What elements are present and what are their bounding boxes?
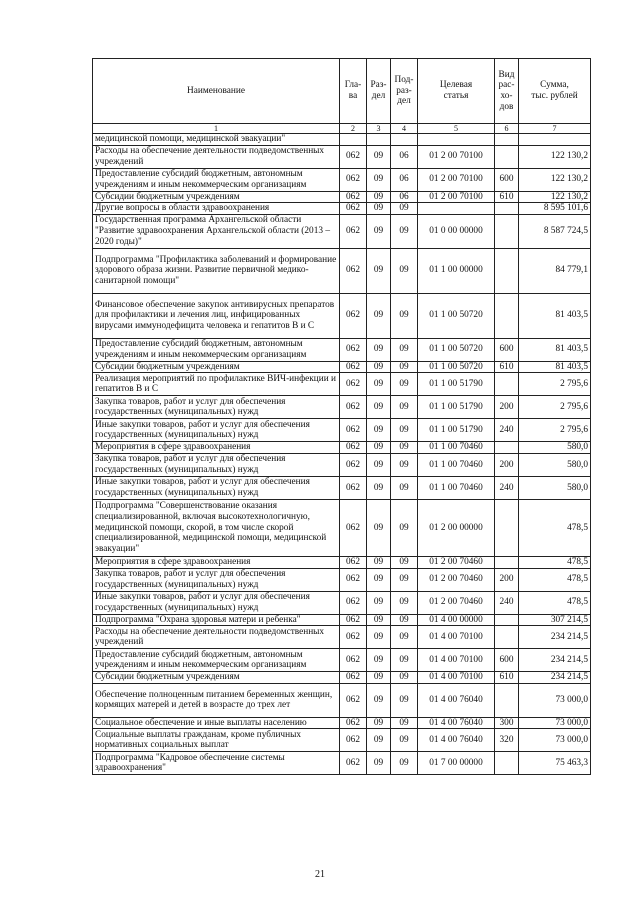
row-glava: 062 [340,361,367,373]
row-podrazdel: 09 [391,373,418,396]
row-expense-type [495,499,519,556]
row-target-article: 01 4 00 76040 [418,717,495,729]
row-name: Предоставление субсидий бюджетным, автономным учреждениям и иным некоммерческим организациям [93,649,340,672]
row-amount: 122 130,2 [519,191,591,203]
table-row [93,683,591,717]
column-index: 7 [519,124,591,134]
row-name: Подпрограмма "Совершенствование оказания специализированной, включая высокотехнологичную, медицинской помощи, скорой, в том числе скорой специализированной, медицинской помощи, медицинской эвакуации" [93,499,340,556]
row-target-article: 01 2 00 70100 [418,191,495,203]
row-amount: 580,0 [519,453,591,476]
table-row [93,453,591,476]
row-expense-type: 600 [495,338,519,361]
header-summa: Сумма, тыс. рублей [519,59,591,124]
row-podrazdel: 09 [391,476,418,499]
table-row [93,373,591,396]
row-podrazdel: 09 [391,729,418,752]
budget-table [92,58,591,775]
table-row [93,717,591,729]
row-name: Государственная программа Архангельской области "Развитие здравоохранения Архангельской области (2013 – 2020 годы)" [93,214,340,248]
row-expense-type [495,214,519,248]
table-row [93,442,591,454]
row-razdel: 09 [367,499,391,556]
row-target-article: 01 2 00 70100 [418,145,495,168]
row-glava: 062 [340,396,367,419]
row-glava: 062 [340,499,367,556]
row-name: Иные закупки товаров, работ и услуг для обеспечения государственных (муниципальных) нужд [93,476,340,499]
row-amount: 75 463,3 [519,752,591,775]
table-row [93,499,591,556]
row-expense-type [495,626,519,649]
row-razdel: 09 [367,203,391,215]
table-row [93,649,591,672]
table-row [93,396,591,419]
column-index: 6 [495,124,519,134]
row-name: Мероприятия в сфере здравоохранения [93,442,340,454]
row-target-article: 01 1 00 70460 [418,476,495,499]
column-index: 3 [367,124,391,134]
row-amount: 73 000,0 [519,683,591,717]
table-row [93,626,591,649]
row-target-article: 01 4 00 76040 [418,729,495,752]
table-row [93,614,591,626]
row-expense-type [495,683,519,717]
row-expense-type [495,373,519,396]
header-podrazdel: Под- раз- дел [391,59,418,124]
row-podrazdel: 09 [391,203,418,215]
row-glava: 062 [340,729,367,752]
row-razdel: 09 [367,396,391,419]
row-amount: 81 403,5 [519,293,591,338]
table-body [93,134,591,775]
row-glava: 062 [340,649,367,672]
row-glava: 062 [340,248,367,293]
row-razdel: 09 [367,453,391,476]
column-index: 1 [93,124,340,134]
row-expense-type: 610 [495,191,519,203]
row-target-article: 01 4 00 00000 [418,614,495,626]
row-podrazdel: 09 [391,649,418,672]
row-expense-type: 200 [495,453,519,476]
table-row [93,338,591,361]
row-glava: 062 [340,203,367,215]
row-glava: 062 [340,614,367,626]
row-name: Предоставление субсидий бюджетным, автономным учреждениям и иным некоммерческим организациям [93,338,340,361]
row-razdel: 09 [367,419,391,442]
row-podrazdel: 09 [391,361,418,373]
table-header [93,59,591,134]
row-name: Подпрограмма "Профилактика заболеваний и формирование здорового образа жизни. Развитие первичной медико-санитарной помощи" [93,248,340,293]
row-name: Социальные выплаты гражданам, кроме публичных нормативных социальных выплат [93,729,340,752]
row-amount: 122 130,2 [519,168,591,191]
row-podrazdel: 09 [391,499,418,556]
row-razdel: 09 [367,556,391,568]
row-amount: 8 595 101,6 [519,203,591,215]
row-amount: 580,0 [519,476,591,499]
row-target-article: 01 4 00 76040 [418,683,495,717]
row-podrazdel: 09 [391,672,418,684]
row-podrazdel: 09 [391,214,418,248]
table-row [93,419,591,442]
row-glava: 062 [340,168,367,191]
row-target-article: 01 2 00 70460 [418,556,495,568]
row-expense-type [495,248,519,293]
table-row [93,191,591,203]
row-razdel: 09 [367,683,391,717]
row-podrazdel: 09 [391,683,418,717]
row-razdel: 09 [367,145,391,168]
column-index-row [93,124,591,134]
row-expense-type: 610 [495,672,519,684]
row-razdel: 09 [367,214,391,248]
row-name: Иные закупки товаров, работ и услуг для обеспечения государственных (муниципальных) нужд [93,591,340,614]
row-name: Расходы на обеспечение деятельности подведомственных учреждений [93,145,340,168]
row-razdel: 09 [367,649,391,672]
table-row [93,361,591,373]
row-expense-type [495,442,519,454]
row-name: Закупка товаров, работ и услуг для обеспечения государственных (муниципальных) нужд [93,453,340,476]
row-name: Реализация мероприятий по профилактике ВИЧ-инфекции и гепатитов В и С [93,373,340,396]
row-expense-type: 200 [495,396,519,419]
row-expense-type [495,134,519,146]
row-target-article: 01 0 00 00000 [418,214,495,248]
column-index: 4 [391,124,418,134]
header-vid: Вид рас- хо- дов [495,59,519,124]
row-glava: 062 [340,683,367,717]
row-target-article: 01 4 00 70100 [418,649,495,672]
row-podrazdel: 09 [391,453,418,476]
row-razdel: 09 [367,614,391,626]
row-glava: 062 [340,556,367,568]
row-razdel: 09 [367,568,391,591]
table-row [93,672,591,684]
row-podrazdel: 09 [391,442,418,454]
row-podrazdel: 09 [391,419,418,442]
row-name: Другие вопросы в области здравоохранения [93,203,340,215]
row-name: Социальное обеспечение и иные выплаты населению [93,717,340,729]
row-glava: 062 [340,145,367,168]
row-expense-type [495,752,519,775]
row-razdel [367,134,391,146]
row-name: Субсидии бюджетным учреждениям [93,361,340,373]
row-amount: 84 779,1 [519,248,591,293]
table-row [93,203,591,215]
table-row [93,568,591,591]
row-name: медицинской помощи, медицинской эвакуации" [93,134,340,146]
row-amount [519,134,591,146]
row-podrazdel [391,134,418,146]
row-amount: 580,0 [519,442,591,454]
row-razdel: 09 [367,717,391,729]
row-glava: 062 [340,214,367,248]
row-name: Субсидии бюджетным учреждениям [93,672,340,684]
row-amount: 234 214,5 [519,649,591,672]
row-expense-type: 240 [495,476,519,499]
row-glava: 062 [340,442,367,454]
row-expense-type [495,203,519,215]
row-expense-type: 600 [495,168,519,191]
column-index: 5 [418,124,495,134]
row-target-article: 01 1 00 70460 [418,442,495,454]
row-amount: 234 214,5 [519,626,591,649]
row-name: Мероприятия в сфере здравоохранения [93,556,340,568]
table-row [93,248,591,293]
row-target-article [418,203,495,215]
table-row [93,168,591,191]
row-name: Подпрограмма "Охрана здоровья матери и ребенка" [93,614,340,626]
row-amount: 478,5 [519,499,591,556]
row-expense-type [495,556,519,568]
row-name: Финансовое обеспечение закупок антивирусных препаратов для профилактики и лечения лиц, инфицированных вирусами иммунодефицита человека и гепатитов В и С [93,293,340,338]
row-glava: 062 [340,338,367,361]
row-glava: 062 [340,476,367,499]
table-row [93,134,591,146]
row-expense-type: 320 [495,729,519,752]
row-podrazdel: 09 [391,248,418,293]
row-glava: 062 [340,591,367,614]
row-razdel: 09 [367,591,391,614]
row-target-article: 01 1 00 00000 [418,248,495,293]
table-row [93,591,591,614]
row-target-article: 01 1 00 70460 [418,453,495,476]
row-amount: 2 795,6 [519,396,591,419]
row-target-article: 01 4 00 70100 [418,626,495,649]
row-amount: 2 795,6 [519,419,591,442]
row-glava: 062 [340,626,367,649]
row-expense-type: 240 [495,591,519,614]
row-name: Расходы на обеспечение деятельности подведомственных учреждений [93,626,340,649]
row-glava: 062 [340,191,367,203]
row-name: Субсидии бюджетным учреждениям [93,191,340,203]
row-name: Закупка товаров, работ и услуг для обеспечения государственных (муниципальных) нужд [93,568,340,591]
row-amount: 73 000,0 [519,717,591,729]
row-podrazdel: 09 [391,591,418,614]
row-razdel: 09 [367,672,391,684]
row-glava: 062 [340,752,367,775]
header-stat: Целевая статья [418,59,495,124]
row-amount: 122 130,2 [519,145,591,168]
row-razdel: 09 [367,361,391,373]
row-amount: 478,5 [519,591,591,614]
row-podrazdel: 09 [391,752,418,775]
row-podrazdel: 09 [391,717,418,729]
row-razdel: 09 [367,476,391,499]
row-name: Закупка товаров, работ и услуг для обеспечения государственных (муниципальных) нужд [93,396,340,419]
row-target-article [418,134,495,146]
column-index: 2 [340,124,367,134]
row-target-article: 01 2 00 00000 [418,499,495,556]
row-glava: 062 [340,568,367,591]
row-amount: 81 403,5 [519,361,591,373]
row-amount: 478,5 [519,556,591,568]
row-podrazdel: 09 [391,614,418,626]
row-glava: 062 [340,293,367,338]
row-target-article: 01 2 00 70100 [418,168,495,191]
row-target-article: 01 2 00 70460 [418,568,495,591]
row-target-article: 01 1 00 50720 [418,293,495,338]
row-target-article: 01 1 00 51790 [418,419,495,442]
row-podrazdel: 06 [391,191,418,203]
row-razdel: 09 [367,338,391,361]
row-podrazdel: 09 [391,626,418,649]
row-target-article: 01 1 00 51790 [418,396,495,419]
row-razdel: 09 [367,248,391,293]
row-glava [340,134,367,146]
table-row [93,729,591,752]
row-name: Подпрограмма "Кадровое обеспечение системы здравоохранения" [93,752,340,775]
row-expense-type [495,145,519,168]
row-name: Иные закупки товаров, работ и услуг для обеспечения государственных (муниципальных) нужд [93,419,340,442]
table-row [93,293,591,338]
row-target-article: 01 7 00 00000 [418,752,495,775]
page-number: 21 [315,869,325,880]
row-amount: 307 214,5 [519,614,591,626]
row-expense-type: 300 [495,717,519,729]
row-amount: 81 403,5 [519,338,591,361]
row-target-article: 01 1 00 51790 [418,373,495,396]
row-razdel: 09 [367,752,391,775]
table-row [93,214,591,248]
row-razdel: 09 [367,729,391,752]
row-amount: 2 795,6 [519,373,591,396]
row-razdel: 09 [367,442,391,454]
row-expense-type [495,293,519,338]
row-name: Обеспечение полноценным питанием беременных женщин, кормящих матерей и детей в возрасте до трех лет [93,683,340,717]
row-target-article: 01 4 00 70100 [418,672,495,684]
row-podrazdel: 09 [391,556,418,568]
table-row [93,752,591,775]
row-expense-type: 240 [495,419,519,442]
row-razdel: 09 [367,293,391,338]
row-amount: 73 000,0 [519,729,591,752]
row-glava: 062 [340,717,367,729]
row-name: Предоставление субсидий бюджетным, автономным учреждениям и иным некоммерческим организациям [93,168,340,191]
row-expense-type: 610 [495,361,519,373]
row-podrazdel: 06 [391,168,418,191]
row-glava: 062 [340,373,367,396]
row-razdel: 09 [367,626,391,649]
row-target-article: 01 1 00 50720 [418,338,495,361]
row-podrazdel: 09 [391,568,418,591]
row-expense-type: 200 [495,568,519,591]
row-amount: 234 214,5 [519,672,591,684]
row-razdel: 09 [367,373,391,396]
row-razdel: 09 [367,168,391,191]
header-glava: Гла- ва [340,59,367,124]
table-row [93,476,591,499]
table-row [93,556,591,568]
row-razdel: 09 [367,191,391,203]
row-target-article: 01 1 00 50720 [418,361,495,373]
header-name: Наименование [93,59,340,124]
row-glava: 062 [340,672,367,684]
row-expense-type [495,614,519,626]
row-target-article: 01 2 00 70460 [418,591,495,614]
table-row [93,145,591,168]
row-podrazdel: 09 [391,293,418,338]
row-amount: 478,5 [519,568,591,591]
row-podrazdel: 06 [391,145,418,168]
row-amount: 8 587 724,5 [519,214,591,248]
row-podrazdel: 09 [391,338,418,361]
row-glava: 062 [340,419,367,442]
row-glava: 062 [340,453,367,476]
row-expense-type: 600 [495,649,519,672]
row-podrazdel: 09 [391,396,418,419]
header-razdel: Раз- дел [367,59,391,124]
